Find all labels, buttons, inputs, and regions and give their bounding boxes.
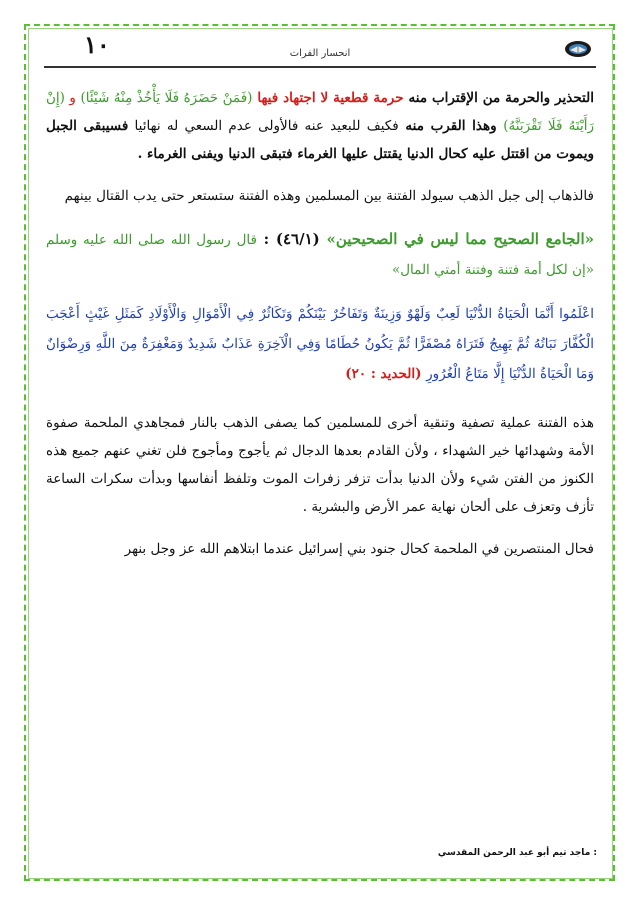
warning-end: فسيبقى الجبل ويموت من اقتتل عليه كحال الدنيا يقتتل عليها الغرماء فتبقى الدنيا ويفنى الغرماء . xyxy=(46,118,594,162)
hadith-source: «الجامع الصحيح مما ليس في الصحيحين» xyxy=(326,230,595,248)
page-number: ١٠ xyxy=(84,30,110,59)
verse-quote-1: (فَمَنْ حَضَرَهُ فَلَا يَأْخُذْ مِنْهُ شَيْئًا) xyxy=(80,90,253,106)
warning-normal: فكيف للبعيد عنه فالأولى عدم السعي له نهائيا xyxy=(128,118,399,134)
hadith-text: «إن لكل أمة فتنة وفتنة أمتي المال» xyxy=(391,262,594,278)
page-body xyxy=(46,84,594,577)
running-title: انحسار الفرات xyxy=(289,48,351,59)
purification-text: هذه الفتنة عملية تصفية وتنقية أخرى للمسلمين كما يصفى الذهب بالنار فمجاهدي الملحمة صفوة الأمة وشهدائها خير الشهداء ، ولأن القادم بعدها الدجال ثم يأجوج ومأجوج فلن تغني عنهم جميع هذه الكنوز من الفتن شيء ولأن الدنيا بدأت تزفر زفرات الموت وتلفظ أنفاسها وبدأت سكرات الساعة تأزف وتعزف على ألحان نهاية عمر الأرض والبشرية . xyxy=(46,415,594,515)
warning-lead: التحذير والحرمة من الإقتراب منه xyxy=(408,90,594,106)
paragraph-verse xyxy=(46,299,594,389)
paragraph-fitna xyxy=(46,182,594,210)
hadith-ref: (٤٦/١) xyxy=(269,230,327,248)
warning-mid: وهذا القرب منه xyxy=(398,118,504,134)
paragraph-hadith xyxy=(46,224,594,285)
fitna-text: فالذهاب إلى جبل الذهب سيولد الفتنة بين المسلمين وهذه الفتنة ستستعر حتى يدب القتال بينهم xyxy=(64,188,594,204)
book-logo-icon xyxy=(564,40,592,58)
verse-quote-2: (إِنْ رَأَيْتَهُ فَلَا تَقْرَبَنَّهُ) xyxy=(46,90,594,134)
victors-text: فحال المنتصرين في الملحمة كحال جنود بني إسرائيل عندما ابتلاهم الله عز وجل بنهر xyxy=(124,541,594,557)
red-phrase: حرمة قطعية لا اجتهاد فيها xyxy=(252,90,409,106)
verse-text: اعْلَمُوا أَنَّمَا الْحَيَاةُ الدُّنْيَا لَعِبٌ وَلَهْوٌ وَزِينَةٌ وَتَفَاخُرٌ بَيْنَكُمْ وَتَكَاثُرٌ فِي الْأَمْوَالِ وَالْأَوْلَادِ كَمَثَلِ غَيْثٍ أَعْجَبَ الْكُفَّارَ نَبَاتُهُ ثُمَّ يَهِيجُ فَتَرَاهُ مُصْفَرًّا ثُمَّ يَكُونُ حُطَامًا وَفِي الْآخِرَةِ عَذَابٌ شَدِيدٌ وَمَغْفِرَةٌ مِنَ اللَّهِ وَرِضْوَانٌ وَمَا الْحَيَاةُ الدُّنْيَا إِلَّا مَتَاعُ الْغُرُورِ xyxy=(46,306,594,382)
verse-ref: (الحديد : ٢٠) xyxy=(345,366,427,382)
paragraph-warning xyxy=(46,84,594,168)
paragraph-victors xyxy=(46,535,594,563)
header-rule xyxy=(44,66,596,68)
paragraph-purification xyxy=(46,409,594,521)
hadith-intro: قال رسول الله صلى الله عليه وسلم xyxy=(46,232,257,248)
author-name: : ماجد تيم أبو عبد الرحمن المقدسي xyxy=(437,848,597,858)
conjunction: و xyxy=(64,90,81,106)
hadith-colon: : xyxy=(256,230,270,248)
author-footer xyxy=(437,848,600,858)
